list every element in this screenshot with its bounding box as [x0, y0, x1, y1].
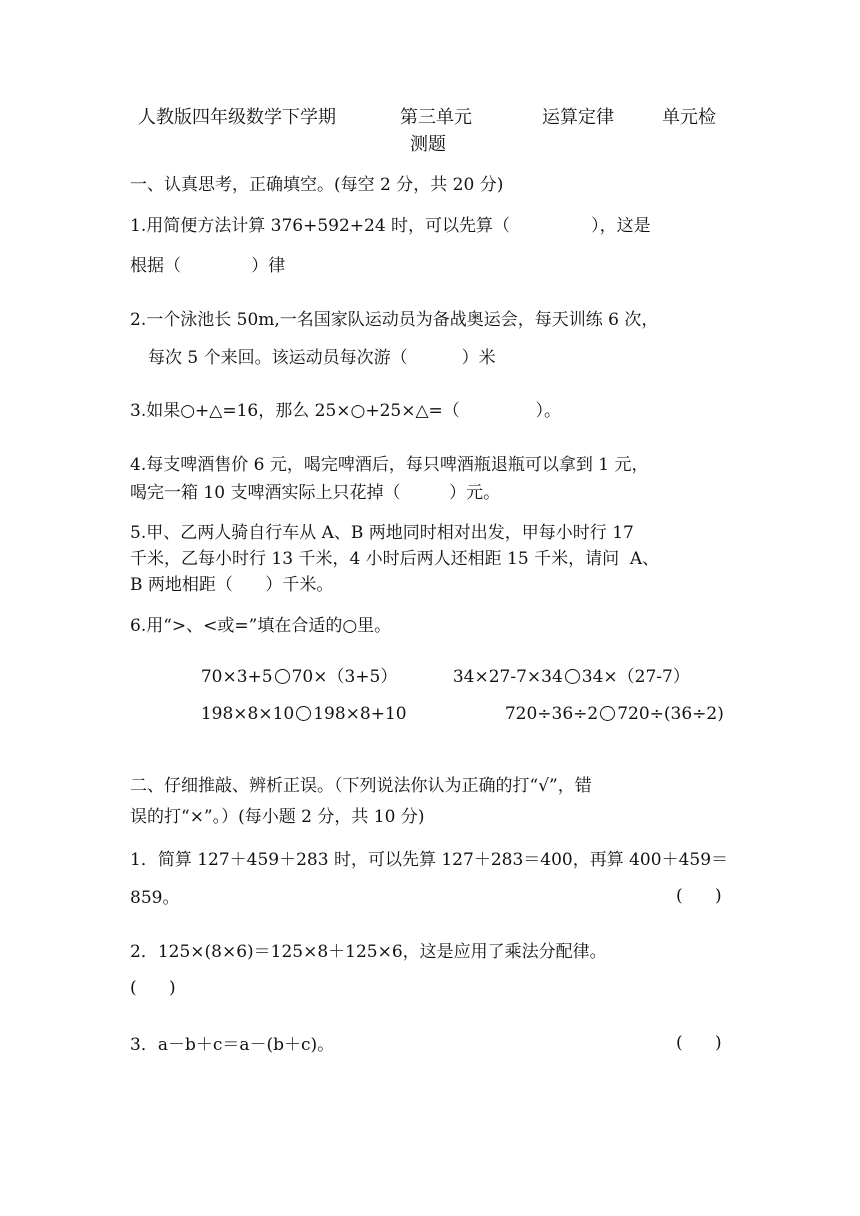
title-part-1: 人教版四年级数学下学期: [138, 107, 336, 128]
blank-circle-icon[interactable]: [296, 706, 311, 721]
s1-q3: 3.如果○+△=16，那么 25×○+25×△=（ ）。: [130, 401, 561, 421]
s1-q5-line3: B 两地相距（ ）千米。: [130, 575, 334, 595]
s2-q3: 3．a－b＋c＝a－(b＋c)。: [130, 1035, 335, 1055]
answer-paren[interactable]: ( ): [676, 1033, 722, 1053]
blank-circle-icon[interactable]: [600, 706, 615, 721]
section1-heading: 一、认真思考，正确填空。(每空 2 分，共 20 分): [130, 175, 504, 195]
s2-q1-line2: 859。: [130, 888, 180, 908]
s1-q5-line2: 千米，乙每小时行 13 千米，4 小时后两人还相距 15 千米，请问 A、: [130, 549, 660, 569]
compare-right: 34×（27-7）: [581, 667, 690, 687]
compare-item-4: [494, 684, 724, 724]
answer-paren[interactable]: ( ): [676, 886, 722, 906]
s2-q2: 2．125×(8×6)＝125×8＋125×6，这是应用了乘法分配律。: [130, 942, 607, 962]
title-part-2: 第三单元: [400, 107, 472, 128]
s1-q4-line1: 4.每支啤酒售价 6 元，喝完啤酒后，每只啤酒瓶退瓶可以拿到 1 元，: [130, 455, 649, 475]
s1-q5-line1: 5.甲、乙两人骑自行车从 A、B 两地同时相对出发，甲每小时行 17: [130, 523, 634, 543]
compare-item-2: [442, 642, 690, 687]
section2-heading-line1: 二、仔细推敲、辨析正误。（下列说法你认为正确的打“√”，错: [130, 776, 592, 796]
title-part-5: 测题: [410, 134, 446, 155]
s1-q4-line2: 喝完一箱 10 支啤酒实际上只花掉（ ）元。: [130, 483, 501, 503]
title-part-3: 运算定律: [542, 107, 614, 128]
blank-circle-icon[interactable]: [565, 669, 580, 684]
compare-right: 198×8+10: [313, 704, 407, 724]
compare-left: 720÷36÷2: [504, 704, 599, 724]
section2-heading-line2: 误的打“×”。）(每小题 2 分，共 10 分): [130, 807, 425, 827]
s2-q1-line1: 1．简算 127＋459＋283 时，可以先算 127＋283＝400，再算 400＋459＝: [130, 850, 729, 870]
compare-left: 34×27-7×34: [452, 667, 563, 687]
s1-q1-line2: 根据（ ）律: [130, 256, 286, 276]
s1-q1-line1: 1.用简便方法计算 376+592+24 时，可以先算（ ），这是: [130, 216, 651, 236]
title-part-4: 单元检: [662, 107, 716, 128]
answer-paren[interactable]: ( ): [130, 978, 176, 998]
compare-right: 720÷(36÷2): [617, 704, 724, 724]
compare-left: 198×8×10: [200, 704, 295, 724]
s1-q6: 6.用“>、<或=”填在合适的○里。: [130, 616, 392, 636]
compare-item-1: [190, 642, 397, 687]
compare-item-3: [190, 684, 407, 724]
blank-circle-icon[interactable]: [275, 669, 290, 684]
s1-q2-line1: 2.一个泳池长 50m,一名国家队运动员为备战奥运会，每天训练 6 次，: [130, 310, 659, 330]
compare-left: 70×3+5: [200, 667, 273, 687]
s1-q2-line2: 每次 5 个来回。该运动员每次游（ ）米: [148, 348, 496, 368]
compare-right: 70×（3+5）: [291, 667, 398, 687]
